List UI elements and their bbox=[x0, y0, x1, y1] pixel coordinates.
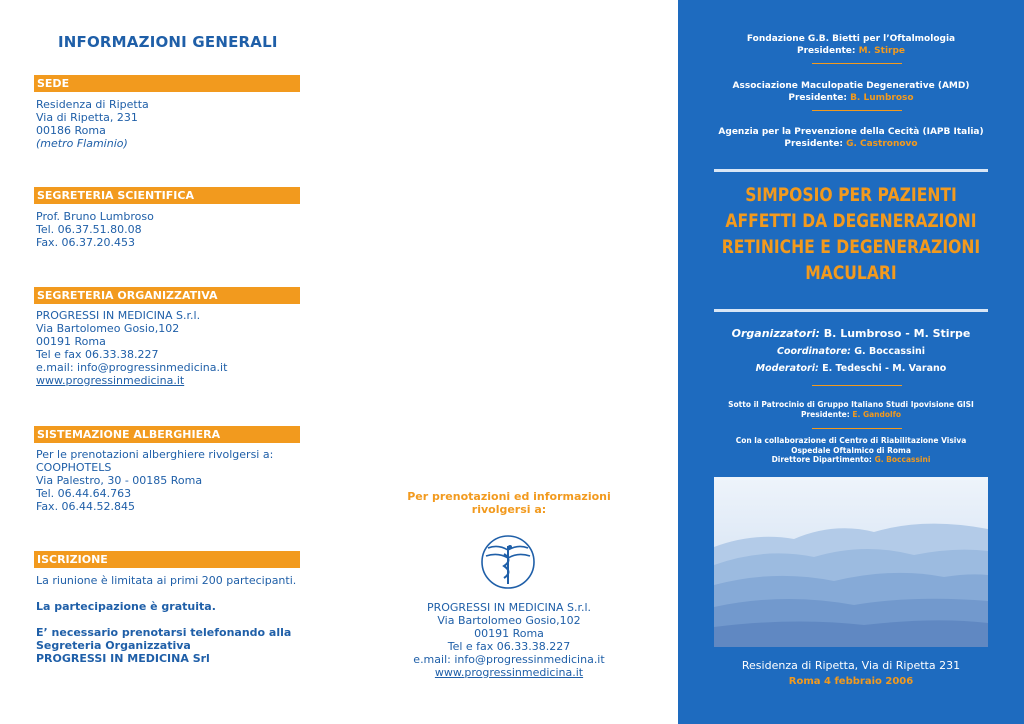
org-name: Fondazione G.B. Bietti per l’Oftalmologia bbox=[746, 34, 956, 44]
contact-line: Tel e fax 06.33.38.227 bbox=[447, 640, 571, 653]
booking-heading-line: rivolgersi a: bbox=[471, 503, 547, 516]
hotel-line: Via Palestro, 30 - 00185 Roma bbox=[36, 474, 203, 487]
booking-contact bbox=[380, 601, 638, 679]
iscrizione-free: La partecipazione è gratuita. bbox=[36, 600, 216, 613]
sistemazione-details bbox=[36, 448, 273, 513]
contact-line: PROGRESSI IN MEDICINA S.r.l. bbox=[426, 601, 592, 614]
separator bbox=[812, 385, 902, 386]
caduceus-logo-icon bbox=[480, 534, 536, 590]
sede-address bbox=[36, 98, 149, 150]
sede-line: 00186 Roma bbox=[36, 124, 106, 137]
section-header-segreteria-scientifica: SEGRETERIA SCIENTIFICA bbox=[34, 187, 300, 204]
contact-line: Tel. 06.37.51.80.08 bbox=[36, 223, 142, 236]
patronage: Sotto il Patrocinio di Gruppo Italiano Studi Ipovisione GISI Presidente: E. Gandolfo bbox=[728, 400, 974, 419]
sede-line: Residenza di Ripetta bbox=[36, 98, 149, 111]
venue: Residenza di Ripetta, Via di Ripetta 231 bbox=[741, 659, 961, 672]
title-rule-top bbox=[714, 169, 988, 172]
website-link[interactable]: www.progressinmedicina.it bbox=[434, 666, 584, 679]
contact-line: 00191 Roma bbox=[474, 627, 544, 640]
iscrizione-details bbox=[36, 574, 296, 665]
moderators: Moderatori: E. Tedeschi - M. Varano bbox=[755, 363, 947, 374]
section-header-sede: SEDE bbox=[34, 75, 300, 92]
org-block-amd bbox=[678, 80, 1024, 104]
org-president: Presidente: B. Lumbroso bbox=[788, 93, 914, 103]
org-president: Presidente: G. Castronovo bbox=[784, 139, 918, 149]
title-rule-bottom bbox=[714, 309, 988, 312]
coordinator: Coordinatore: G. Boccassini bbox=[777, 346, 925, 357]
separator bbox=[812, 428, 902, 429]
page-title: INFORMAZIONI GENERALI bbox=[58, 33, 278, 51]
iscrizione-note: Segreteria Organizzativa bbox=[36, 639, 191, 652]
contact-line: Via Bartolomeo Gosio,102 bbox=[437, 614, 581, 627]
iscrizione-limit: La riunione è limitata ai primi 200 partecipanti. bbox=[36, 574, 297, 587]
email-line: e.mail: info@progressinmedicina.it bbox=[413, 653, 605, 666]
contact-line: Tel e fax 06.33.38.227 bbox=[36, 348, 159, 361]
contact-line: 00191 Roma bbox=[36, 335, 106, 348]
title-line: RETINICHE E DEGENERAZIONI bbox=[721, 236, 981, 258]
booking-heading bbox=[400, 490, 618, 516]
website-link[interactable]: www.progressinmedicina.it bbox=[36, 374, 185, 387]
sede-line: (metro Flaminio) bbox=[36, 137, 128, 150]
org-block-iapb bbox=[678, 126, 1024, 150]
title-line: MACULARI bbox=[805, 262, 897, 284]
booking-heading-line: Per prenotazioni ed informazioni bbox=[407, 490, 611, 503]
contact-line: Via Bartolomeo Gosio,102 bbox=[36, 322, 180, 335]
title-line: AFFETTI DA DEGENERAZIONI bbox=[725, 210, 977, 232]
collaboration: Con la collaborazione di Centro di Riabilitazione Visiva Ospedale Oftalmico di Roma Direttore Dipartimento: G. Boccassini bbox=[735, 436, 967, 464]
section-header-segreteria-organizzativa: SEGRETERIA ORGANIZZATIVA bbox=[34, 287, 300, 304]
hotel-line: Tel. 06.44.64.763 bbox=[36, 487, 132, 500]
section-header-sistemazione: SISTEMAZIONE ALBERGHIERA bbox=[34, 426, 300, 443]
sede-line: Via di Ripetta, 231 bbox=[36, 111, 138, 124]
contact-line: Prof. Bruno Lumbroso bbox=[36, 210, 154, 223]
hotel-line: Per le prenotazioni alberghiere rivolgersi a: bbox=[36, 448, 274, 461]
contact-line: Fax. 06.37.20.453 bbox=[36, 236, 136, 249]
title-line: SIMPOSIO PER PAZIENTI bbox=[745, 184, 957, 206]
org-president: Presidente: M. Stirpe bbox=[796, 46, 906, 56]
mountain-landscape-image bbox=[714, 477, 988, 647]
email-line: e.mail: info@progressinmedicina.it bbox=[36, 361, 228, 374]
hotel-line: COOPHOTELS bbox=[36, 461, 112, 474]
org-block-bietti bbox=[678, 33, 1024, 57]
segreteria-organizzativa-details bbox=[36, 309, 227, 387]
segreteria-scientifica-details bbox=[36, 210, 154, 249]
iscrizione-note: E’ necessario prenotarsi telefonando alla bbox=[36, 626, 292, 639]
separator bbox=[812, 63, 902, 64]
booking-panel bbox=[340, 0, 678, 724]
org-name: Associazione Maculopatie Degenerative (AMD) bbox=[732, 81, 970, 91]
org-name: Agenzia per la Prevenzione della Cecità (IAPB Italia) bbox=[718, 127, 984, 137]
hotel-line: Fax. 06.44.52.845 bbox=[36, 500, 136, 513]
event-date: Roma 4 febbraio 2006 bbox=[788, 676, 914, 687]
cover-panel bbox=[678, 0, 1024, 724]
symposium-title bbox=[709, 182, 993, 286]
separator bbox=[812, 110, 902, 111]
iscrizione-note: PROGRESSI IN MEDICINA Srl bbox=[36, 652, 210, 665]
section-header-iscrizione: ISCRIZIONE bbox=[34, 551, 300, 568]
contact-line: PROGRESSI IN MEDICINA S.r.l. bbox=[36, 309, 201, 322]
info-panel bbox=[0, 0, 340, 724]
organizers: Organizzatori: B. Lumbroso - M. Stirpe bbox=[731, 327, 971, 340]
